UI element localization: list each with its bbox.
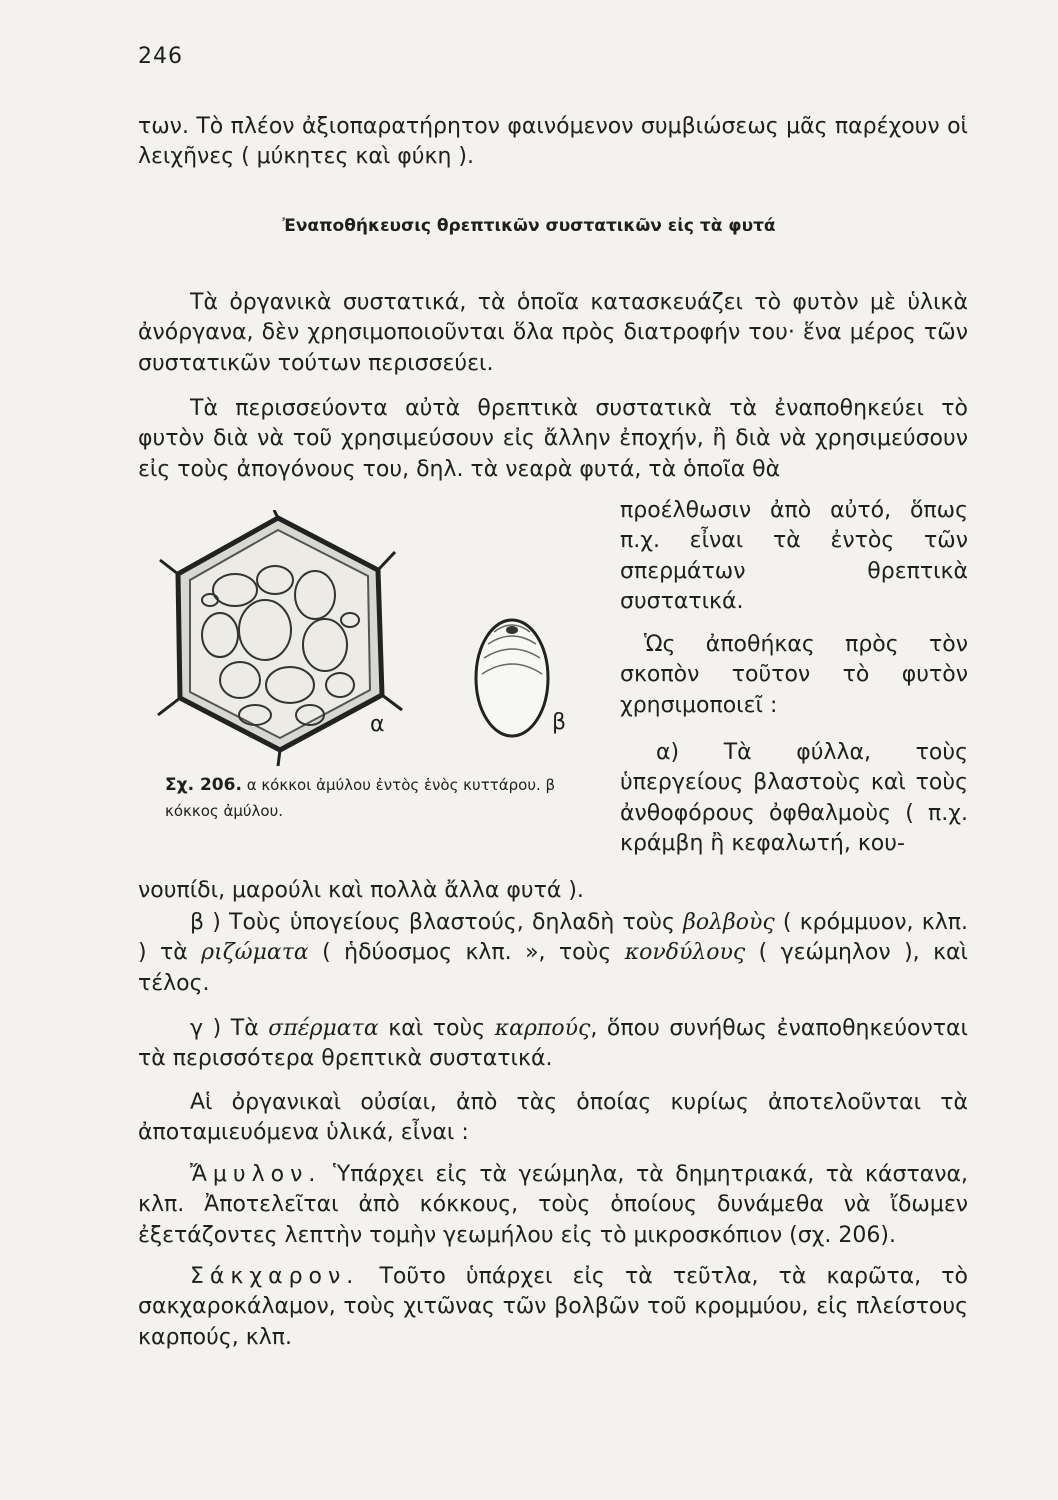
intro-paragraph: των. Τὸ πλέον ἀξιοπαρατήρητον φαινόμενον συμβιώσεως μᾶς παρέχουν οἱ λειχῆνες ( μύκητες καὶ φύκη ). bbox=[138, 114, 968, 170]
paragraph-sugar bbox=[138, 1262, 968, 1353]
item-b-bulbs: βολβοὺς bbox=[683, 910, 775, 935]
caption-text: α κόκκοι ἀμύλου ἐντὸς ἑνὸς κυττάρου. β κόκκος ἀμύλου. bbox=[165, 776, 556, 820]
item-b-mid1: ( κρόμμυον, κλπ. ) τὰ bbox=[138, 910, 968, 966]
figure-label-b: β bbox=[552, 710, 567, 735]
item-b bbox=[138, 908, 968, 999]
item-b-rhizomes: ριζώματα bbox=[201, 940, 309, 966]
continuation-line: νουπίδι, μαρούλι καὶ πολλὰ ἄλλα φυτά ). bbox=[138, 878, 584, 903]
item-b-post: ( γεώμηλον ), καὶ τέλος. bbox=[138, 940, 968, 996]
figure-label-a: α bbox=[370, 712, 385, 737]
sugar-text: Τοῦτο ὑπάρχει εἰς τὰ τεῦτλα, τὰ καρῶτα, τὸ σακχαροκάλαμον, τοὺς χιτῶνας τῶν βολβῶν τοῦ κρομμύου, εἰς πλείστους καρπούς, κλπ. bbox=[138, 1264, 968, 1350]
sugar-term: Σάκχαρον. bbox=[190, 1264, 360, 1289]
item-b-tubers: κονδύλους bbox=[624, 940, 746, 966]
page-number: 246 bbox=[138, 44, 183, 69]
caption-number: Σχ. 206. bbox=[165, 775, 242, 795]
paragraph-organic: Τὰ ὀργανικὰ συστατικά, τὰ ὁποῖα κατασκευάζει τὸ φυτὸν μὲ ὑλικὰ ἀνόργανα, δὲν χρησιμοποιοῦνται ὅλα πρὸς διατροφήν του· ἕνα μέρος τῶν συστατικῶν τούτων περισσεύει. bbox=[138, 290, 968, 376]
starch-term: Ἄμυλον. bbox=[190, 1162, 322, 1187]
figure-caption bbox=[165, 772, 605, 824]
column-text-item-a: α) Τὰ φύλλα, τοὺς ὑπεργείους βλαστοὺς καὶ τοὺς ἀνθοφόρους ὀφθαλμοὺς ( π.χ. κράμβη ἢ κεφαλωτή, κου- bbox=[620, 740, 968, 857]
item-g-fruits: καρπούς bbox=[494, 1016, 591, 1041]
starch-text: Ὑπάρχει εἰς τὰ γεώμηλα, τὰ δημητριακά, τὰ κάστανα, κλπ. Ἀποτελεῖται ἀπὸ κόκκους, τοὺς ὁποίους δυνάμεθα νὰ ἴδωμεν ἐξετάζοντες λεπτὴν τομὴν γεωμήλου εἰς τὸ μικροσκόπιον (σχ. 206). bbox=[138, 1162, 968, 1248]
paragraph-starch bbox=[138, 1160, 968, 1251]
item-g-mid: καὶ τοὺς bbox=[378, 1016, 495, 1041]
item-g bbox=[138, 1014, 968, 1075]
item-g-post: , ὅπου συνήθως ἐναποθηκεύονται τὰ περισσότερα θρεπτικὰ συστατικά. bbox=[138, 1016, 968, 1072]
item-g-seeds: σπέρματα bbox=[268, 1016, 379, 1041]
column-text-storage: Ὡς ἀποθήκας πρὸς τὸν σκοπὸν τοῦτον τὸ φυτὸν χρησιμοποιεῖ : bbox=[620, 632, 968, 718]
starch-grain-illustration bbox=[472, 610, 552, 740]
section-heading: Ἐναποθήκευσις θρεπτικῶν συστατικῶν εἰς τὰ φυτά bbox=[282, 216, 776, 236]
paragraph-organic-substances: Αἱ ὀργανικαὶ οὐσίαι, ἀπὸ τὰς ὁποίας κυρίως ἀποτελοῦνται τὰ ἀποταμιευόμενα ὑλικά, εἶναι : bbox=[138, 1090, 968, 1146]
figure-206 bbox=[150, 510, 590, 780]
column-text-seeds: προέλθωσιν ἀπὸ αὐτό, ὅπως π.χ. εἶναι τὰ ἐντὸς τῶν σπερμάτων θρεπτικὰ συστατικά. bbox=[620, 498, 968, 615]
item-g-pre: γ ) Τὰ bbox=[190, 1016, 269, 1041]
item-b-mid2: ( ἡδύοσμος κλπ. », τοὺς bbox=[308, 940, 625, 966]
paragraph-surplus: Τὰ περισσεύοντα αὐτὰ θρεπτικὰ συστατικὰ τὰ ἐναποθηκεύει τὸ φυτὸν διὰ νὰ τοῦ χρησιμεύσουν εἰς ἄλλην ἐποχήν, ἢ διὰ νὰ χρησιμεύσουν εἰς τοὺς ἀπογόνους του, δηλ. τὰ νεαρὰ φυτά, τὰ ὁποῖα θὰ bbox=[138, 396, 968, 482]
item-b-pre: β ) Τοὺς ὑπογείους βλαστούς, δηλαδὴ τοὺς bbox=[190, 910, 684, 935]
